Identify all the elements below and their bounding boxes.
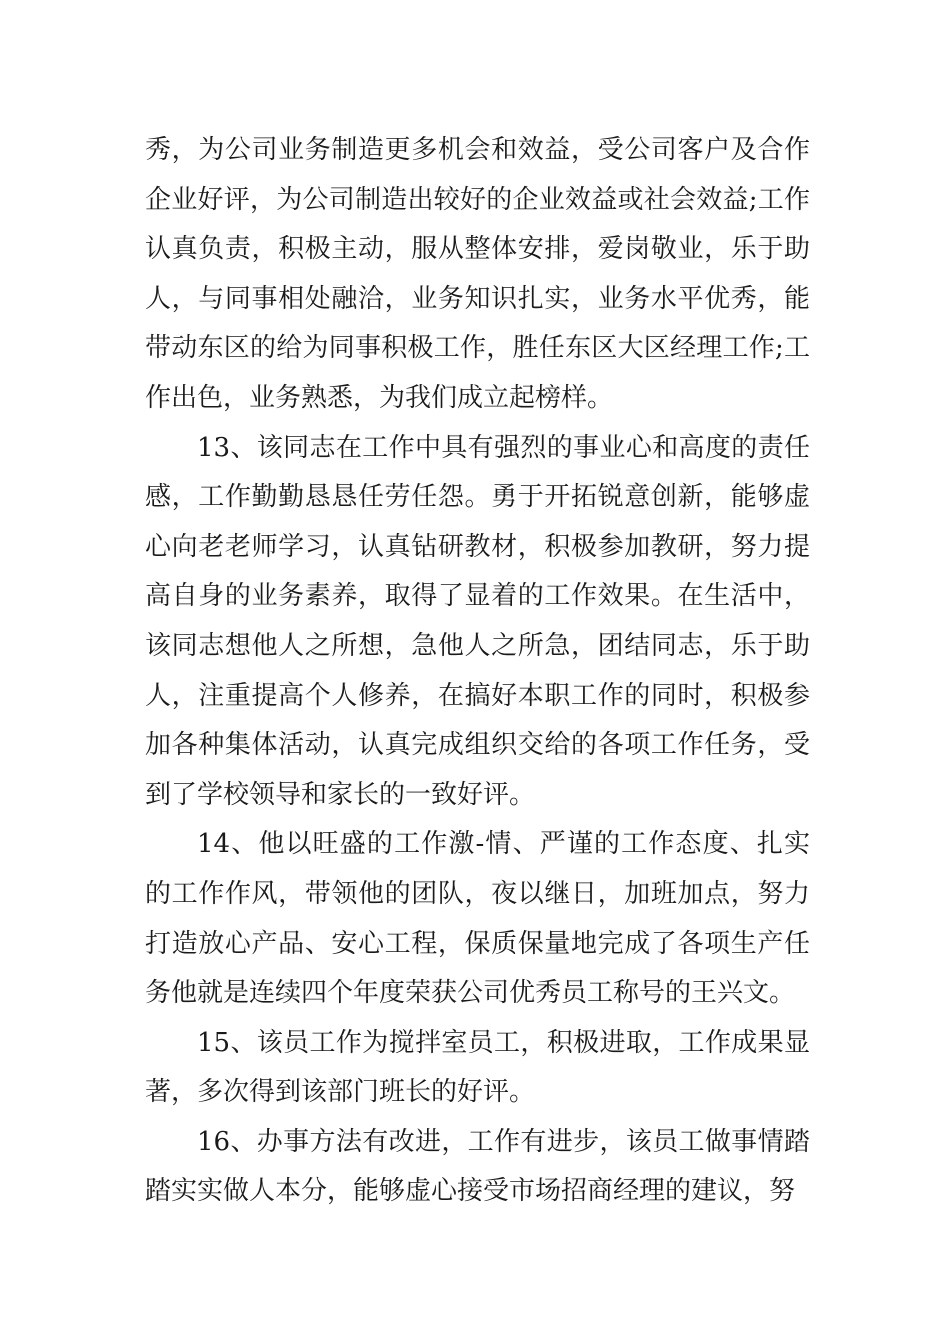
paragraph-continuation: 秀，为公司业务制造更多机会和效益，受公司客户及合作企业好评，为公司制造出较好的企业效益或社会效益;工作认真负责，积极主动，服从整体安排，爱岗敬业，乐于助人，与同事相处融洽，业务知识扎实，业务水平优秀，能带动东区的给为同事积极工作，胜任东区大区经理工作;工作出色，业务熟悉，为我们成立起榜样。 bbox=[145, 135, 810, 413]
paragraph-13: 13、该同志在工作中具有强烈的事业心和高度的责任感，工作勤勤恳恳任劳任怨。勇于开拓锐意创新，能够虚心向老老师学习，认真钻研教材，积极参加教研，努力提高自身的业务素养，取得了显着的工作效果。在生活中，该同志想他人之所想，急他人之所急，团结同志，乐于助人，注重提高个人修养，在搞好本职工作的同时，积极参加各种集体活动，认真完成组织交给的各项工作任务，受到了学校领导和家长的一致好评。 bbox=[145, 432, 810, 810]
document-body bbox=[145, 126, 810, 1217]
paragraph-14: 14、他以旺盛的工作激-情、严谨的工作态度、扎实的工作作风，带领他的团队，夜以继日，加班加点，努力打造放心产品、安心工程，保质保量地完成了各项生产任务他就是连续四个年度荣获公司优秀员工称号的王兴文。 bbox=[145, 829, 810, 1009]
paragraph-15: 15、该员工作为搅拌室员工，积极进取，工作成果显著，多次得到该部门班长的好评。 bbox=[145, 1027, 810, 1108]
paragraph-16: 16、办事方法有改进，工作有进步，该员工做事情踏踏实实做人本分，能够虚心接受市场招商经理的建议，努 bbox=[145, 1126, 810, 1207]
